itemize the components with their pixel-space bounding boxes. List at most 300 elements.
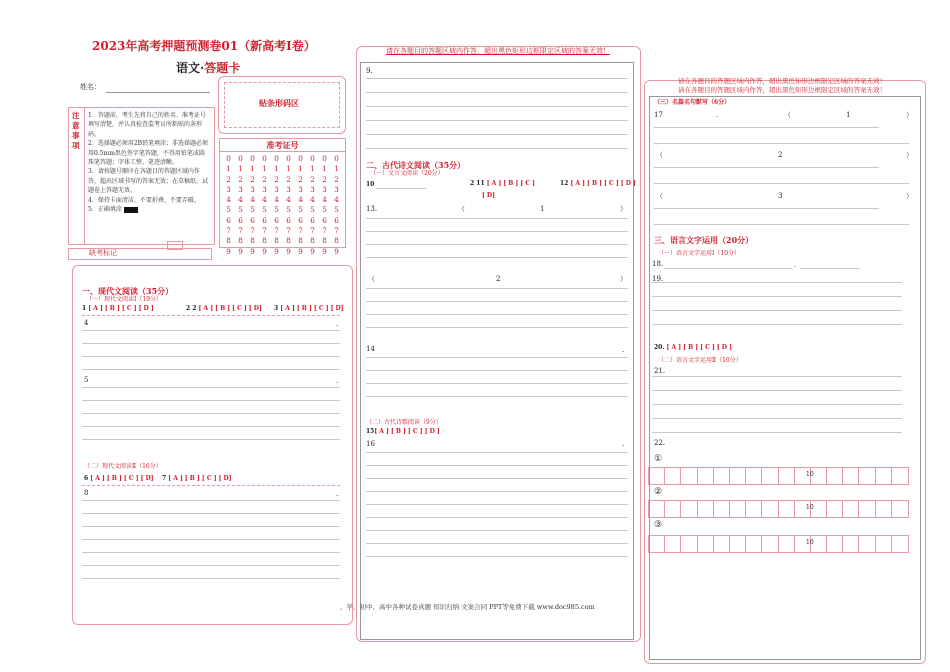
q20-choices[interactable] <box>654 345 732 351</box>
exam-digit[interactable]: 4 <box>322 195 327 205</box>
exam-digit[interactable]: 8 <box>334 236 339 246</box>
section2-title: 二、古代诗文阅读（35分） <box>366 160 466 170</box>
notice-items <box>88 111 210 214</box>
q4-number: 4 <box>84 319 89 327</box>
exam-digit[interactable]: 3 <box>250 184 255 194</box>
exam-digit[interactable]: 4 <box>262 195 267 205</box>
q14-dot: . <box>622 346 625 354</box>
q17-1-line-b[interactable] <box>654 143 909 144</box>
section2-sub3-title: （三）名篇名句默写（6分） <box>654 99 731 106</box>
exam-digit[interactable]: 3 <box>274 184 279 194</box>
q6-options[interactable]: [ A ] [ B ] [ C ] [ D] <box>90 475 154 482</box>
answer-line[interactable] <box>366 491 628 492</box>
exam-digit-column[interactable] <box>248 154 257 257</box>
answer-line[interactable] <box>652 390 902 391</box>
q3-choices[interactable] <box>274 306 344 312</box>
answer-line[interactable] <box>366 218 628 219</box>
exam-digit[interactable]: 5 <box>274 205 279 215</box>
answer-line[interactable] <box>652 282 902 283</box>
exam-digit[interactable]: 6 <box>226 215 231 225</box>
exam-digit[interactable]: 0 <box>226 154 231 163</box>
grid-cell[interactable] <box>649 468 665 484</box>
q18-number: 18. <box>652 260 664 268</box>
answer-line[interactable] <box>652 404 902 405</box>
q17-number: 17 <box>654 111 663 119</box>
notice-item-3: 3．请按题号顺序在各题目的答题区域内作答，超出区域书写的答案无效；在草稿纸、试题卷上答题无效。 <box>88 168 209 195</box>
exam-digit[interactable]: 2 <box>298 174 303 184</box>
exam-digit[interactable]: 1 <box>238 164 243 174</box>
grid-cell[interactable] <box>746 536 762 552</box>
q11-choices[interactable] <box>470 181 535 187</box>
exam-digit-column[interactable] <box>236 154 245 257</box>
q7-options[interactable]: [ A ] [ B ] [ C ] [ D] <box>168 475 232 482</box>
notice-item-4: 4．保持卡面清洁，不要折叠、不要弄破。 <box>88 196 200 204</box>
grid-cell[interactable] <box>665 468 681 484</box>
answer-line[interactable] <box>366 465 628 466</box>
grid-cell[interactable] <box>746 468 762 484</box>
exam-digit[interactable]: 1 <box>298 164 303 174</box>
exam-digit[interactable]: 1 <box>322 164 327 174</box>
exam-digit[interactable]: 0 <box>238 154 243 163</box>
exam-digit[interactable]: 6 <box>286 215 291 225</box>
exam-digit[interactable]: 0 <box>250 154 255 163</box>
answer-line[interactable] <box>366 106 628 107</box>
exam-digit-column[interactable] <box>308 154 317 257</box>
answer-line[interactable] <box>652 418 902 419</box>
exam-digit[interactable]: 1 <box>250 164 255 174</box>
q7-number: 7 <box>162 475 167 482</box>
q4-dot: . <box>336 320 339 328</box>
q2-choices[interactable] <box>186 306 262 312</box>
exam-digit[interactable]: 8 <box>262 236 267 246</box>
exam-digit[interactable]: 7 <box>334 226 339 236</box>
exam-digit[interactable]: 9 <box>262 246 267 256</box>
grid-cell[interactable] <box>762 536 778 552</box>
exam-digit[interactable]: 9 <box>238 246 243 256</box>
grid-cell[interactable] <box>698 468 714 484</box>
answer-line[interactable] <box>82 565 340 566</box>
grid-cell[interactable] <box>843 468 859 484</box>
grid-cell[interactable] <box>876 501 892 517</box>
exam-digit[interactable]: 4 <box>226 195 231 205</box>
exam-digit[interactable]: 6 <box>274 215 279 225</box>
exam-digit[interactable]: 5 <box>310 205 315 215</box>
exam-digit[interactable]: 6 <box>310 215 315 225</box>
exam-digit[interactable]: 4 <box>334 195 339 205</box>
exam-digit[interactable]: 2 <box>310 174 315 184</box>
grid-cell[interactable] <box>876 468 892 484</box>
grid-cell[interactable] <box>876 536 892 552</box>
grid-cell[interactable] <box>730 468 746 484</box>
q1-options[interactable]: [ A ] [ B ] [ C ] [ D ] <box>88 305 154 312</box>
exam-digit[interactable]: 4 <box>250 195 255 205</box>
exam-digit[interactable]: 5 <box>334 205 339 215</box>
exam-digit[interactable]: 3 <box>310 184 315 194</box>
answer-line[interactable] <box>366 314 628 315</box>
q13-1-paren-left: （ <box>458 205 465 213</box>
exam-digit[interactable]: 2 <box>274 174 279 184</box>
answer-line[interactable] <box>82 513 340 514</box>
q13-number: 13. <box>366 205 378 213</box>
exam-digit-column[interactable] <box>296 154 305 257</box>
exam-digit-column[interactable] <box>332 154 341 257</box>
answer-line[interactable] <box>82 500 340 501</box>
grid-cell[interactable] <box>859 468 875 484</box>
answer-line[interactable] <box>366 396 628 397</box>
exam-digit[interactable]: 0 <box>298 154 303 163</box>
grid-cell[interactable] <box>746 501 762 517</box>
barcode-area <box>218 76 346 134</box>
exam-digit[interactable]: 8 <box>310 236 315 246</box>
grid-cell[interactable] <box>714 468 730 484</box>
notice-item-2: 2．选择题必须用2B铅笔填涂；非选择题必须用0.5mm黑色签字笔答题，不得用铅笔或圆珠笔答题；字体工整、笔迹清晰。 <box>88 140 209 167</box>
q17-2-number: 2 <box>778 151 783 159</box>
warning-text-right-2: 请在各题目的答题区域内作答，超出黑色矩形边框限定区域的答案无效！ <box>678 86 886 94</box>
grid-cell[interactable] <box>892 501 908 517</box>
exam-digit-column[interactable] <box>284 154 293 257</box>
exam-digit[interactable]: 5 <box>322 205 327 215</box>
notice-item-5 <box>88 205 210 214</box>
grid-cell[interactable] <box>827 501 843 517</box>
answer-line[interactable] <box>366 244 628 245</box>
exam-digit[interactable]: 2 <box>226 174 231 184</box>
grid-cell[interactable] <box>843 536 859 552</box>
exam-digit-column[interactable] <box>224 154 233 257</box>
exam-digit[interactable]: 8 <box>322 236 327 246</box>
exam-digit[interactable]: 2 <box>238 174 243 184</box>
answer-line[interactable] <box>366 556 628 557</box>
q8-dot: . <box>336 490 339 498</box>
grid-cell[interactable] <box>681 501 697 517</box>
answer-line[interactable] <box>652 296 902 297</box>
exam-digit[interactable]: 0 <box>310 154 315 163</box>
notice-label: 注意事项 <box>72 111 80 150</box>
q22-item-1-grid[interactable] <box>648 467 909 485</box>
exam-digit[interactable]: 6 <box>250 215 255 225</box>
exam-digit[interactable]: 9 <box>298 246 303 256</box>
q13-1-number: 1 <box>540 205 545 213</box>
section3-title: 三、语言文字运用（20分） <box>654 235 754 245</box>
q10-answer-line[interactable] <box>376 188 426 189</box>
grid-cell[interactable] <box>892 536 908 552</box>
name-input[interactable] <box>106 92 210 93</box>
answer-line[interactable] <box>366 288 628 289</box>
answer-line[interactable] <box>82 400 340 401</box>
answer-line[interactable] <box>82 439 340 440</box>
exam-digit[interactable]: 7 <box>250 226 255 236</box>
exam-digit[interactable]: 2 <box>334 174 339 184</box>
exam-digit[interactable]: 5 <box>238 205 243 215</box>
q6-choices[interactable] <box>84 476 154 482</box>
exam-digit[interactable]: 9 <box>310 246 315 256</box>
exam-digit[interactable]: 3 <box>334 184 339 194</box>
answer-line[interactable] <box>366 134 628 135</box>
section2-sub1-title: （一）文言文阅读（20分） <box>370 170 444 177</box>
q6-number: 6 <box>84 475 89 482</box>
exam-digit[interactable]: 9 <box>322 246 327 256</box>
q14-number: 14 <box>366 345 375 353</box>
q10-number: 10 <box>366 181 375 188</box>
grid-cell[interactable] <box>714 501 730 517</box>
q5-dot: . <box>336 377 339 385</box>
exam-digit[interactable]: 7 <box>238 226 243 236</box>
exam-digit[interactable]: 3 <box>238 184 243 194</box>
answer-line[interactable] <box>82 413 340 414</box>
grid-cell[interactable] <box>681 536 697 552</box>
grid-cell[interactable] <box>892 468 908 484</box>
exam-digit[interactable]: 1 <box>226 164 231 174</box>
exam-digit[interactable]: 8 <box>286 236 291 246</box>
exam-digit[interactable]: 3 <box>286 184 291 194</box>
q15-number: 15 <box>366 428 375 435</box>
q13-2-paren-right: ） <box>620 275 627 283</box>
answer-line[interactable] <box>82 426 340 427</box>
q17-1-line-a[interactable] <box>654 127 879 128</box>
exam-digit[interactable]: 8 <box>274 236 279 246</box>
notice-box <box>68 107 215 245</box>
exam-digit[interactable]: 1 <box>334 164 339 174</box>
grid-cell[interactable] <box>859 501 875 517</box>
q22-item-2-marker: ② <box>654 487 663 497</box>
answer-line[interactable] <box>366 478 628 479</box>
exam-digit[interactable]: 2 <box>250 174 255 184</box>
exam-number-label: 准考证号 <box>220 139 345 152</box>
answer-line[interactable] <box>652 310 902 311</box>
grid-cell[interactable] <box>665 536 681 552</box>
answer-line[interactable] <box>366 231 628 232</box>
q17-2-paren-left: （ <box>656 151 663 159</box>
q2-number: 2 2 <box>186 305 197 312</box>
q21-number: 21. <box>654 367 666 375</box>
q12-choices[interactable] <box>560 181 636 187</box>
exam-digit[interactable]: 9 <box>250 246 255 256</box>
answer-line[interactable] <box>82 330 340 331</box>
section1-title: 一、现代文阅读（35分） <box>82 286 174 296</box>
exam-digit[interactable]: 5 <box>226 205 231 215</box>
grid-cell[interactable] <box>665 501 681 517</box>
exam-digit[interactable]: 1 <box>262 164 267 174</box>
grid-cell[interactable] <box>827 468 843 484</box>
exam-digit[interactable]: 6 <box>322 215 327 225</box>
sheet-subtitle <box>176 62 240 74</box>
exam-digit[interactable]: 1 <box>286 164 291 174</box>
q1-choices[interactable] <box>82 306 154 312</box>
q22-item-3-grid[interactable] <box>648 535 909 553</box>
exam-digit[interactable]: 5 <box>262 205 267 215</box>
q17-2-line-a[interactable] <box>654 167 879 168</box>
q22-item-1-marker: ① <box>654 454 663 464</box>
exam-digit[interactable]: 7 <box>226 226 231 236</box>
absent-mark-checkbox[interactable] <box>167 241 183 250</box>
grid-cell[interactable] <box>698 501 714 517</box>
q13-2-number: 2 <box>496 275 501 283</box>
q20-options[interactable]: [ A ] [ B ] [ C ] [ D ] <box>666 344 732 351</box>
grid-cell[interactable] <box>779 501 795 517</box>
answer-line[interactable] <box>366 357 628 358</box>
exam-digit[interactable]: 2 <box>262 174 267 184</box>
answer-line[interactable] <box>366 301 628 302</box>
exam-digit[interactable]: 9 <box>274 246 279 256</box>
exam-digit-column[interactable] <box>260 154 269 257</box>
exam-digit[interactable]: 6 <box>298 215 303 225</box>
q17-3-line-a[interactable] <box>654 208 879 209</box>
exam-digit[interactable]: 5 <box>250 205 255 215</box>
exam-digit[interactable]: 0 <box>322 154 327 163</box>
exam-digit[interactable]: 2 <box>286 174 291 184</box>
grid-cell[interactable] <box>730 536 746 552</box>
answer-line[interactable] <box>366 120 628 121</box>
exam-digit[interactable]: 3 <box>298 184 303 194</box>
exam-digit[interactable]: 6 <box>334 215 339 225</box>
exam-digit[interactable]: 7 <box>262 226 267 236</box>
exam-digit-column[interactable] <box>272 154 281 257</box>
exam-digit[interactable]: 4 <box>298 195 303 205</box>
q17-3-paren-right: ） <box>906 192 913 200</box>
q17-3-paren-left: （ <box>656 192 663 200</box>
exam-digit[interactable]: 7 <box>310 226 315 236</box>
exam-digit[interactable]: 9 <box>286 246 291 256</box>
grid-cell[interactable] <box>698 536 714 552</box>
q11-options[interactable]: [ A ] [ B ] [ C ] <box>486 180 535 187</box>
q3-number: 3 <box>274 305 279 312</box>
q9-number: 9. <box>366 67 373 75</box>
q17-3-number: 3 <box>778 192 783 200</box>
exam-digit[interactable]: 3 <box>262 184 267 194</box>
q2-options[interactable]: [ A ] [ B ] [ C ] [ D] <box>198 305 262 312</box>
answer-line[interactable] <box>366 92 628 93</box>
exam-digit[interactable]: 1 <box>274 164 279 174</box>
q18-separator: . <box>794 261 797 269</box>
sheet-type: 答题卡 <box>204 61 241 75</box>
q22-number: 22. <box>654 439 666 447</box>
q17-2-line-b[interactable] <box>654 183 909 184</box>
page-title: 2023年高考押题预测卷01（新高考Ⅰ卷） <box>92 39 316 53</box>
q15-options[interactable]: [ A ] [ B ] [ C ] [ D ] <box>374 428 440 435</box>
answer-line[interactable] <box>652 324 902 325</box>
answer-line[interactable] <box>366 383 628 384</box>
exam-digit[interactable]: 8 <box>298 236 303 246</box>
exam-digit[interactable]: 4 <box>238 195 243 205</box>
answer-line[interactable] <box>652 432 902 433</box>
exam-digit[interactable]: 3 <box>226 184 231 194</box>
answer-line[interactable] <box>366 504 628 505</box>
exam-digit[interactable]: 5 <box>298 205 303 215</box>
grid-cell[interactable] <box>649 501 665 517</box>
exam-digit[interactable]: 7 <box>298 226 303 236</box>
answer-line[interactable] <box>82 369 340 370</box>
exam-digit-column[interactable] <box>320 154 329 257</box>
grid-cell[interactable] <box>762 501 778 517</box>
exam-digit[interactable]: 3 <box>322 184 327 194</box>
footer-watermark: ，学、初中、高中各种试卷真题 知识归纳 文案合同 PPT等免费下载 www.doc985.com <box>340 603 595 611</box>
grid-cell[interactable] <box>859 536 875 552</box>
exam-digit[interactable]: 6 <box>238 215 243 225</box>
answer-area-modern-reading <box>72 265 353 625</box>
q16-number: 16 <box>366 440 375 448</box>
exam-digit[interactable]: 9 <box>226 246 231 256</box>
exam-digit[interactable]: 8 <box>226 236 231 246</box>
q18-blank-1[interactable] <box>664 268 792 269</box>
answer-line[interactable] <box>366 257 628 258</box>
q11-option-d[interactable]: [ D] <box>482 192 495 199</box>
absent-mark-label: 缺考标记 <box>89 249 117 257</box>
exam-digit[interactable]: 7 <box>322 226 327 236</box>
answer-line[interactable] <box>82 539 340 540</box>
q3-options[interactable]: [ A ] [ B ] [ C ] [ D] <box>280 305 344 312</box>
exam-digit[interactable]: 2 <box>322 174 327 184</box>
q17-1-number: 1 <box>846 111 851 119</box>
q13-2-paren-left: （ <box>368 275 375 283</box>
answer-line[interactable] <box>366 543 628 544</box>
answer-line[interactable] <box>652 376 902 377</box>
exam-digit[interactable]: 4 <box>286 195 291 205</box>
grid-cell[interactable] <box>779 536 795 552</box>
exam-digit[interactable]: 5 <box>286 205 291 215</box>
name-label: 姓名： <box>80 83 101 91</box>
grid-cell[interactable] <box>827 536 843 552</box>
answer-line[interactable] <box>366 78 628 79</box>
filled-mark-sample <box>124 207 138 213</box>
section3-sub2-title: （二）语言文字运用Ⅱ（10分） <box>658 357 742 364</box>
q22-item-2-grid[interactable] <box>648 500 909 518</box>
q22-item-2-count: 10 <box>806 504 814 511</box>
q12-number: 12 <box>560 180 569 187</box>
grid-cell[interactable] <box>762 468 778 484</box>
answer-line[interactable] <box>82 578 340 579</box>
answer-line[interactable] <box>82 356 340 357</box>
grid-cell[interactable] <box>843 501 859 517</box>
q18-blank-2[interactable] <box>800 268 860 269</box>
exam-digit[interactable]: 8 <box>250 236 255 246</box>
answer-line[interactable] <box>366 148 628 149</box>
answer-line[interactable] <box>82 526 340 527</box>
answer-line[interactable] <box>366 370 628 371</box>
exam-digit[interactable]: 4 <box>310 195 315 205</box>
absent-mark-row <box>68 248 212 260</box>
answer-line[interactable] <box>82 552 340 553</box>
answer-line[interactable] <box>366 452 628 453</box>
exam-digit[interactable]: 1 <box>310 164 315 174</box>
answer-line[interactable] <box>82 387 340 388</box>
grid-cell[interactable] <box>649 536 665 552</box>
exam-digit[interactable]: 8 <box>238 236 243 246</box>
grid-cell[interactable] <box>779 468 795 484</box>
answer-line[interactable] <box>366 530 628 531</box>
answer-line[interactable] <box>366 327 628 328</box>
exam-digit[interactable]: 7 <box>274 226 279 236</box>
q17-3-line-b[interactable] <box>654 224 909 225</box>
exam-digit[interactable]: 0 <box>274 154 279 163</box>
q15-choices[interactable] <box>366 429 440 435</box>
q17-1-paren-left: （ <box>784 111 791 119</box>
q7-choices[interactable] <box>162 476 232 482</box>
grid-cell[interactable] <box>730 501 746 517</box>
q12-options[interactable]: [ A ] [ B ] [ C ] [ D ] <box>570 180 636 187</box>
exam-digit[interactable]: 6 <box>262 215 267 225</box>
exam-digit[interactable]: 9 <box>334 246 339 256</box>
exam-digit[interactable]: 0 <box>334 154 339 163</box>
answer-line[interactable] <box>82 343 340 344</box>
warning-text-middle: 请在各题目的答题区域内作答，超出黑色矩形边框限定区域的答案无效！ <box>386 47 610 55</box>
grid-cell[interactable] <box>681 468 697 484</box>
exam-digit[interactable]: 7 <box>286 226 291 236</box>
exam-digit[interactable]: 0 <box>286 154 291 163</box>
q1-number: 1 <box>82 305 87 312</box>
exam-digit[interactable]: 4 <box>274 195 279 205</box>
grid-cell[interactable] <box>714 536 730 552</box>
answer-line[interactable] <box>366 517 628 518</box>
exam-digit[interactable]: 0 <box>262 154 267 163</box>
